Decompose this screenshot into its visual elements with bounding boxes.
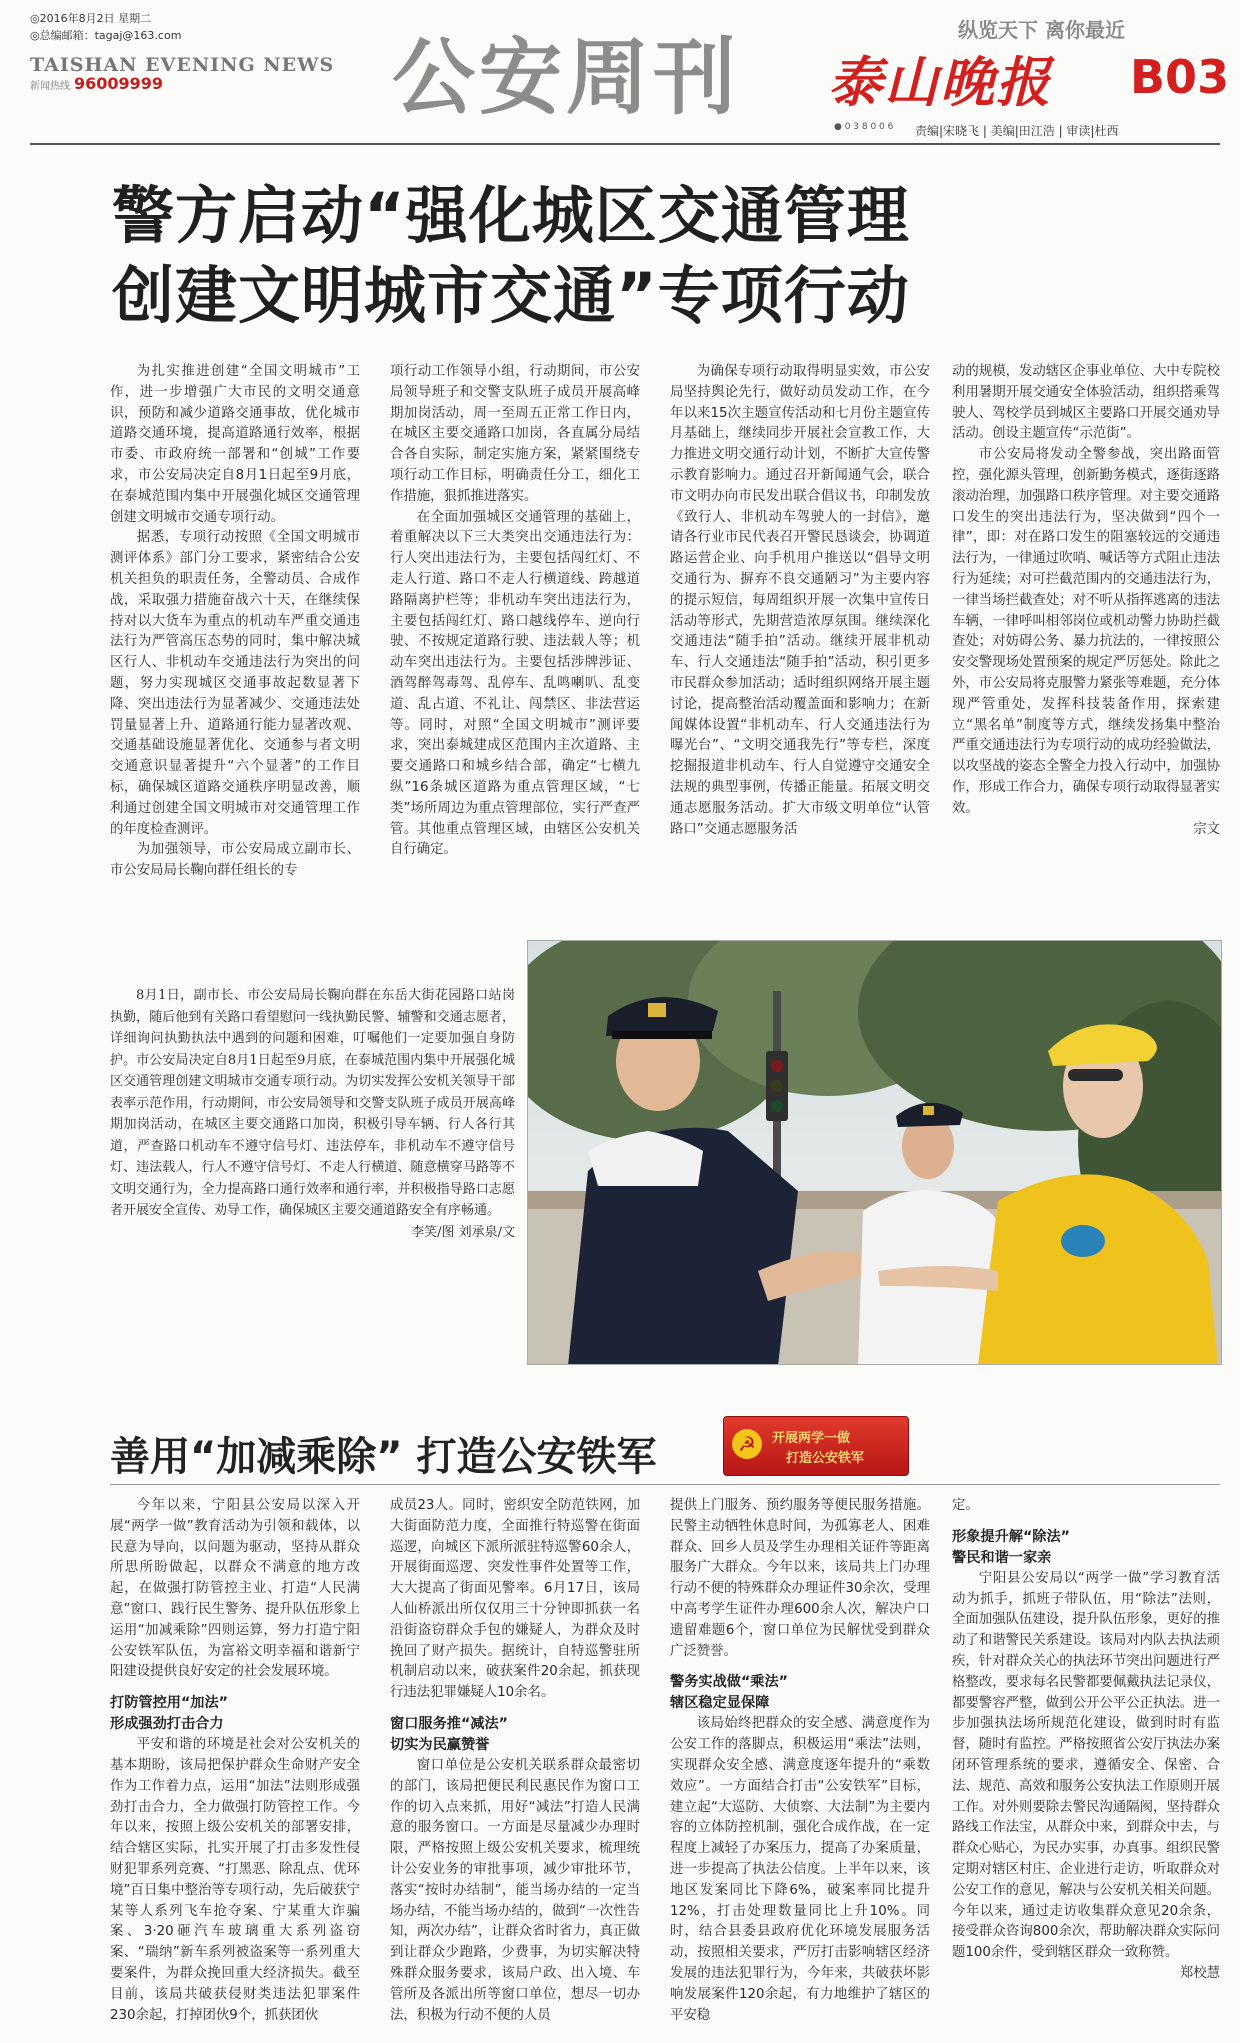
masthead-name: 泰山晚报 xyxy=(828,50,1052,114)
photo-caption xyxy=(110,985,515,1243)
article2-column-1 xyxy=(110,1496,360,2036)
subheading: 形象提升解“除法” xyxy=(952,1528,1070,1545)
page-number: B03 xyxy=(1130,50,1230,104)
editor-email: ◎总编邮箱：tagaj@163.com xyxy=(30,29,182,42)
paragraph: 为确保专项行动取得明显实效，市公安局坚持舆论先行，做好动员发动工作，在今年以来15次主题宣传活动和七月份主题宣传月基础上，继续同步开展社会宣教工作，大力推进文明交通行动计划，不断扩大宣传警示教育影响力。通过召开新闻通气会，联合市文明办向市民发出联合倡议书，印制发放《致行人、非机动车驾驶人的一封信》，邀请各行业市民代表召开警民恳谈会，协调道路运营企业、向手机用户推送以“倡导文明交通行为、摒弃不良交通陋习”为主要内容的提示短信，每周组织开展一次集中宣传日活动等形式，先期营造浓厚氛围。继续深化交通违法“随手拍”活动。继续开展非机动车、行人交通违法“随手拍”活动，积引更多市民群众参加活动；适时组织网络开展主题讨论，提高整治活动覆盖面和影响力；在新闻媒体设置“非机动车、行人交通违法行为曝光台”、“文明交通我先行”等专栏，深度挖掘报道非机动车、行人自觉遵守交通安全法规的典型事例，传播正能量。拓展文明交通志愿服务活动。扩大市级文明单位“认管路口”交通志愿服务活 xyxy=(670,364,930,837)
hotline-number: 96009999 xyxy=(74,74,164,93)
author-signature: 郑校慧 xyxy=(1179,1965,1220,1981)
hotline xyxy=(30,74,270,93)
paragraph: 为扎实推进创建“全国文明城市”工作，进一步增强广大市民的文明交通意识，预防和减少道路交通事故，优化城市道路交通环境，提高道路通行效率，根据市委、市政府统一部署和“创城”工作要求，市公安局决定自8月1日起至9月底，在泰城范围内集中开展强化城区交通管理创建文明城市交通专项行动。 xyxy=(110,364,360,525)
logo-block xyxy=(30,54,335,116)
subheading: 形成强劲打击合力 xyxy=(110,1716,224,1733)
subheading: 切实为民赢赞誉 xyxy=(390,1736,490,1753)
caption-text: 8月1日，副市长、市公安局局长鞠向群在东岳大街花园路口站岗执勤，随后他到有关路口看望慰问一线执勤民警、辅警和交通志愿者，详细询问执勤执法中遇到的问题和困难，叮嘱他们一定要加强自身防护。市公安局决定自8月1日起至9月底，在泰城范围内集中开展强化城区交通管理创建文明城市交通专项行动。为切实发挥公安机关领导干部表率示范作用，行动期间，市公安局领导和交警支队班子成员开展高峰期加岗活动，在城区主要交通路口加岗，积极引导车辆、行人各行其道，严查路口机动车不遵守信号灯、违法停车，非机动车不遵守信号灯、违法载人，行人不遵守信号灯、不走人行横道、随意横穿马路等不文明交通行为，全力提高路口通行效率和通行率，并积极指导路口志愿者开展安全宣传、劝导工作，确保城区主要交通道路安全有序畅通。 xyxy=(110,988,515,1218)
photo-credit: 李笑/图 刘承泉/文 xyxy=(411,1224,515,1240)
paragraph: 成员23人。同时，密织安全防范铁网，加大街面防范力度，全面推行特巡警在街面巡逻，向城区下派所派驻特巡警60余人，开展街面巡逻、突发性事件处置等工作，大大提高了街面见警率。6月17日，该局人仙桥派出所仅仅用三十分钟即抓获一名沿街盗窃群众手包的嫌疑人，为群众及时挽回了财产损失。据统计，自特巡警驻所机制启动以来，破获案件20余起，抓获现行违法犯罪嫌疑人10余名。 xyxy=(390,1498,640,1701)
paragraph: 市公安局将发动全警参战，突出路面管控，强化源头管理，创新勤务模式，逐街逐路滚动治理，加强路口秩序管理。对主要交通路口发生的突出违法行为，坚决做到“四个一律”，即：对在路口发生的阻塞较远的交通违法行为，一律通过吹哨、喊话等方式阻止违法行为延续；对可拦截范围内的交通违法行为，一律当场拦截查处；对不听从指挥逃离的违法车辆，一律呼叫相邻岗位或机动警力协助拦截查处；对妨碍公务、暴力抗法的，一律按照公安交警现场处置预案的规定严厉惩处。除此之外，市公安局将克服警力紧张等难题，充分体现严管重处，发挥科技装备作用，探索建立“黑名单”制度等方式，继续发扬集中整治严重交通违法行为专项行动的成功经验做法，以攻坚战的姿态全警全力投入行动中，加强协作，形成工作合力，确保专项行动取得显著实效。 xyxy=(952,447,1220,816)
party-emblem-icon: ☭ xyxy=(732,1429,762,1459)
subheading: 辖区稳定显保障 xyxy=(670,1695,770,1712)
subheading: 警民和谐一家亲 xyxy=(952,1549,1052,1566)
paragraph: 为加强领导，市公安局成立副市长、市公安局局长鞠向群任组长的专 xyxy=(110,842,360,879)
paragraph: 平安和谐的环境是社会对公安机关的基本期盼，该局把保护群众生命财产安全作为工作着力点，运用“加法”法则形成强劲打击合力，全力做强打防管控工作。今年以来，按照上级公安机关的部署安排，结合辖区实际，扎实开展了打击多发性侵财犯罪系列竞赛、“打黑恶、除乱点、优环境”百日集中整治等专项行动，先后破获宁某等人系列飞车抢夺案、宁某重大诈骗案、3·20砸汽车玻璃重大系列盗窃案、“瑞纳”新车系列被盗案等一系列重大要案件，为群众挽回重大经济损失。截至目前，该局共破获侵财类违法犯罪案件230余起，打掉团伙9个，抓获团伙 xyxy=(110,1737,360,2023)
article2-headline: 善用“加减乘除” 打造公安铁军 xyxy=(110,1434,657,1480)
article1-column-3 xyxy=(670,362,930,897)
paragraph: 项行动工作领导小组，行动期间，市公安局领导班子和交警支队班子成员开展高峰期加岗活动，周一至周五正常工作日内，在城区主要交通路口加岗，各直属分局结合各自实际，制定实施方案，紧紧围绕专项行动工作目标，明确责任分工，细化工作措施，狠抓推进落实。 xyxy=(390,364,640,504)
paragraph: 在全面加强城区交通管理的基础上，着重解决以下三大类突出交通违法行为：行人突出违法行为，主要包括闯红灯、不走人行道、路口不走人行横道线、跨越道路隔离护栏等；非机动车突出违法行为，主要包括闯红灯、路口越线停车、逆向行驶、不按规定道路行驶、违法载人等；机动车突出违法行为。主要包括涉牌涉证、酒驾醉驾毒驾、乱停车、乱鸣喇叭、乱变道、乱占道、不礼让、闯禁区、非法营运等。同时，对照“全国文明城市”测评要求，突出泰城建成区范围内主次道路、主要交通路口和城乡结合部，确定“七横九纵”16条城区道路为重点管理区域，“七类”场所周边为重点管理部位，实行严查严管。其他重点管理区域，由辖区公安机关自行确定。 xyxy=(390,509,640,858)
slogan: 纵览天下 离你最近 xyxy=(958,18,1125,42)
editor-credits: 责编|宋晓飞 | 美编|田江浩 | 审读|杜西 xyxy=(915,124,1119,138)
subheading: 窗口服务推“减法” xyxy=(390,1715,508,1732)
subheading: 打防管控用“加法” xyxy=(110,1695,228,1712)
article1-column-2 xyxy=(390,362,640,897)
issue-info xyxy=(30,10,181,44)
badge-line-2: 打造公安铁军 xyxy=(786,1451,865,1466)
paragraph: 今年以来，宁阳县公安局以深入开展“两学一做”教育活动为引领和载体，以民意为导向，以问题为驱动，坚持从群众所思所盼做起，以群众不满意的地方改起，在做强打防管控主业、打造“人民满意”窗口、践行民生警务、提升队伍形象上运用“加减乘除”四则运算，努力打造宁阳公安铁军队伍，为富裕文明幸福和谐新宁阳建设提供良好安定的社会发展环境。 xyxy=(110,1498,360,1680)
header-divider xyxy=(30,143,1220,145)
headline-line-2: 创建文明城市交通”专项行动 xyxy=(112,259,910,332)
hotline-label: 新闻热线 xyxy=(30,81,70,92)
author-signature: 宗文 xyxy=(1193,821,1220,837)
logo-english: TAISHAN EVENING NEWS xyxy=(30,54,335,76)
campaign-badge xyxy=(723,1416,909,1476)
issue-date: ◎2016年8月2日 星期二 xyxy=(30,12,152,25)
paragraph: 该局始终把群众的安全感、满意度作为公安工作的落脚点，积极运用“乘法”法则，实现群众安全感、满意度逐年提升的“乘数效应”。一方面结合打击“公安铁军”目标，建立起“大巡防、大侦察、大法制”为主要内容的立体防控机制，强化合成作战，在一定程度上减轻了办案压力，提高了办案质量，进一步提高了执法公信度。上半年以来，该地区发案同比下降6%，破案率同比提升12%，打击处理数量同比上升10%。同时，结合县委县政府优化环境发展服务活动，按照相关要求，严厉打击影响辖区经济发展的违法犯罪行为，今年来，共破获坏影响发展案件120余起，有力地维护了辖区的平安稳 xyxy=(670,1716,930,2023)
subheading: 警务实战做“乘法” xyxy=(670,1674,788,1691)
news-photo xyxy=(527,940,1222,1365)
paragraph: 据悉，专项行动按照《全国文明城市测评体系》部门分工要求，紧密结合公安机关担负的职责任务，全警动员、合成作战，采取强力措施奋战六十天，在继续保持对以大货车为重点的机动车严重交通违法行为严管高压态势的同时，集中解决城区行人、非机动车交通违法行为突出的问题，努力实现城区交通事故起数显著下降、突出违法行为显著减少、交通违法处罚量显著上升、道路通行能力显著改观、交通基础设施显著优化、交通参与者文明交通意识显著提升“六个显著”的工作目标，确保城区道路交通秩序明显改善，顺利通过创建全国文明城市对交通管理工作的年度检查测评。 xyxy=(110,530,360,837)
paragraph: 宁阳县公安局以“两学一做”学习教育活动为抓手，抓班子带队伍，用“除法”法则，全面加强队伍建设，提升队伍形象，更好的推动了和谐警民关系建设。该局对内队去执法顽疾，针对群众关心的执法环节突出问题进行严格整改，要求每名民警都要佩戴执法记录仪，都要警容严整，做到公开公平公正执法。进一步加强执法场所规范化建设，做到时时有监督，随时有监控。严格按照省公安厅执法办案闭环管理系统的要求，遵循安全、保密、合法、规范、高效和服务公安执法工作原则开展工作。对外则要除去警民沟通隔阂，坚持群众路线工作法宝，从群众中来，到群众中去，与群众心贴心，为民办实事，办真事。组织民警定期对辖区村庄、企业进行走访，听取群众对公安工作的意见，解决与公安机关相关问题。今年以来，通过走访收集群众意见20余条，接受群众咨询800余次，帮助解决群众实际问题100余件，受到辖区群众一致称赞。 xyxy=(952,1570,1220,1961)
paragraph: 定。 xyxy=(952,1498,979,1513)
badge-line-1: 开展两学一做 xyxy=(772,1431,851,1446)
headline-line-1: 警方启动“强化城区交通管理 xyxy=(112,179,910,252)
article2-column-2 xyxy=(390,1496,640,2036)
article2-column-4 xyxy=(952,1496,1220,2036)
article2-divider xyxy=(110,1484,1220,1485)
masthead-code: ● 0 3 8 0 0 6 xyxy=(834,122,894,132)
paragraph: 动的规模，发动辖区企事业单位、大中专院校利用暑期开展交通安全体验活动，组织搭乘驾驶人、驾校学员到城区主要路口开展交通劝导活动。创设主题宣传“示范街”。 xyxy=(952,364,1220,442)
section-title: 公安周刊 xyxy=(392,29,740,126)
photo-illustration xyxy=(528,941,1222,1365)
paragraph: 窗口单位是公安机关联系群众最密切的部门，该局把便民利民惠民作为窗口工作的切入点来抓，用好“减法”打造人民满意的服务窗口。一方面是尽量减少办理时限，严格按照上级公安机关要求，梳理统计公安业务的审批事项，减少审批环节，落实“按时办结制”，能当场办结的一定当场办结，不能当场办结的，做到“一次性告知，两次办结”，让群众省时省力，真正做到让群众少跑路，少费事，为切实解决特殊群众服务要求，该局户政、出入境、车管所及各派出所等窗口单位，想尽一切办法，积极为行动不便的人员 xyxy=(390,1757,640,2023)
article1-column-1 xyxy=(110,362,360,897)
masthead xyxy=(828,46,1128,130)
article2-column-3 xyxy=(670,1496,930,2036)
paragraph: 提供上门服务、预约服务等便民服务措施。民警主动牺牲休息时间，为孤寡老人、困难群众、回乡人员及学生办理相关证件等距离服务广大群众。今年以来，该局共上门办理行动不便的特殊群众办理证件30余次，受理中高考学生证件办理600余人次，解决户口遗留难题6个，窗口单位为民解忧受到群众广泛赞誉。 xyxy=(670,1498,930,1659)
article1-column-4 xyxy=(952,362,1220,897)
